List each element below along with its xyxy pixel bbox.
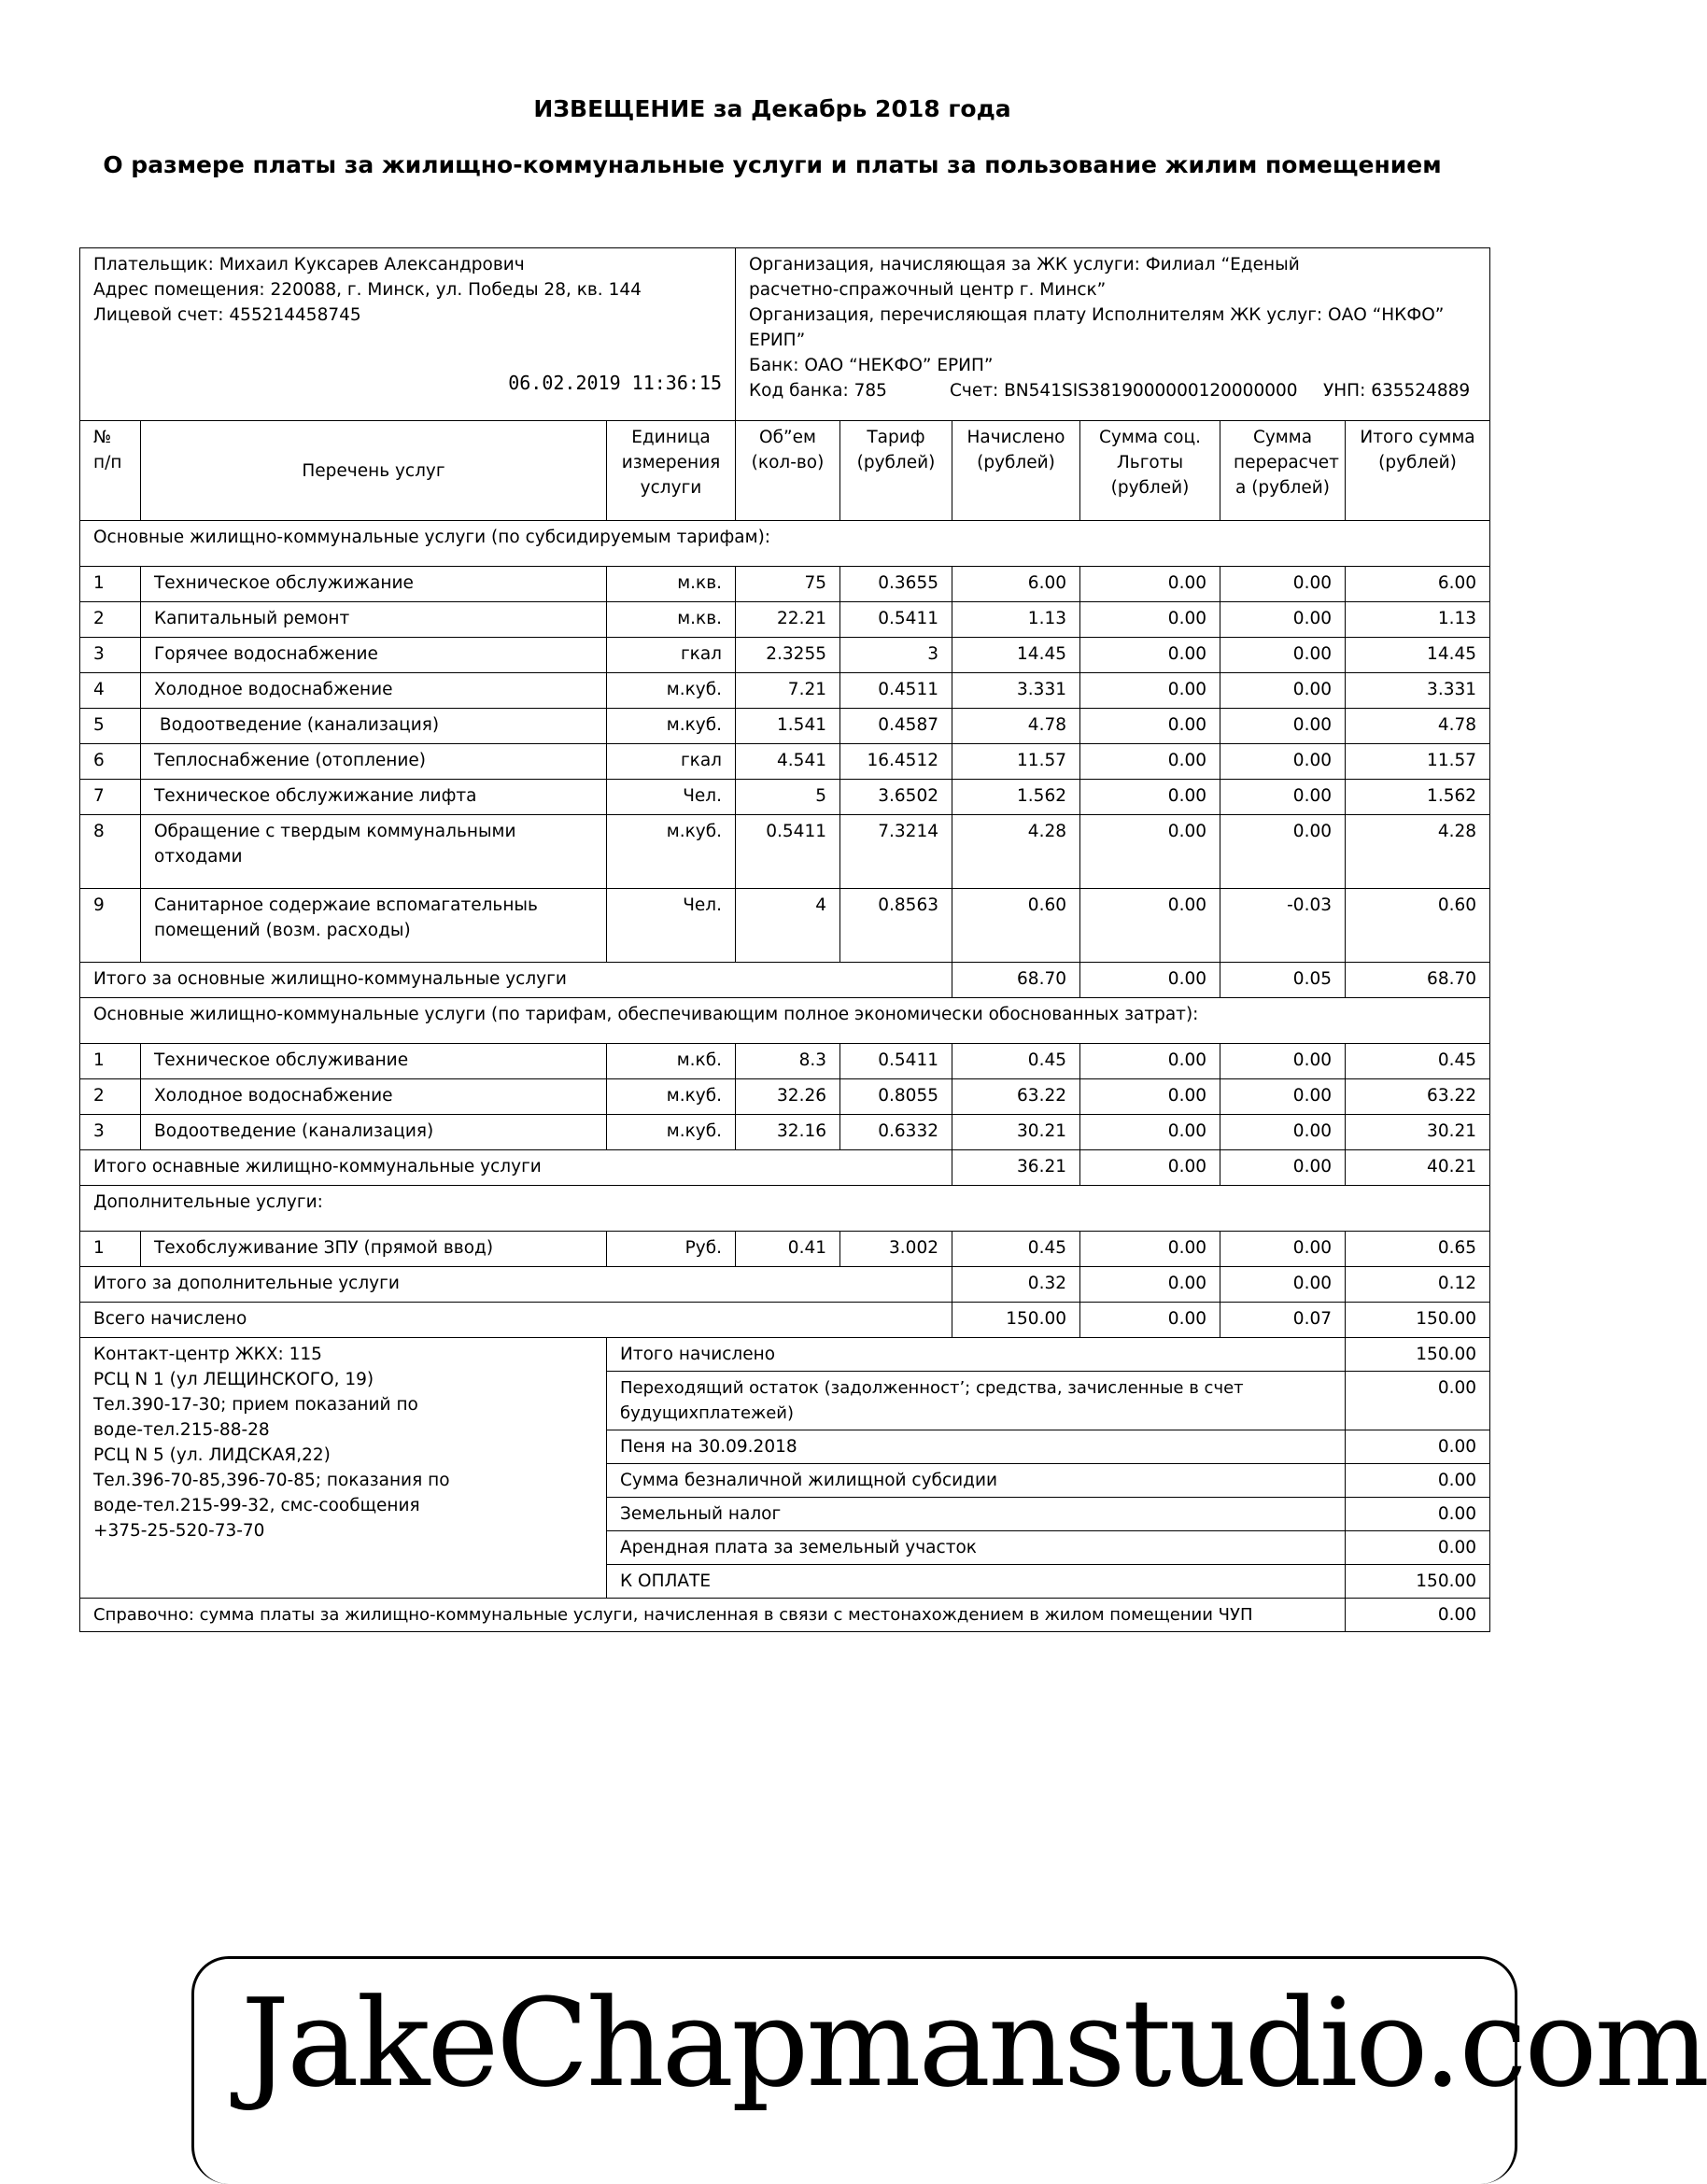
row-benefit: 0.00 bbox=[1080, 815, 1220, 889]
contact-line: воде-тел.215-88-28 bbox=[93, 1420, 270, 1440]
row-volume: 0.41 bbox=[736, 1232, 840, 1267]
row-benefit: 0.00 bbox=[1080, 1115, 1220, 1150]
contact-line: РСЦ N 1 (ул ЛЕЩИНСКОГО, 19) bbox=[93, 1370, 374, 1389]
row-benefit: 0.00 bbox=[1080, 1044, 1220, 1079]
row-unit: м.куб. bbox=[607, 673, 736, 709]
row-service: Водоотведение (канализация) bbox=[141, 1115, 607, 1150]
row-total: 0.65 bbox=[1346, 1232, 1490, 1267]
subtotal-label: Итого за дополнительные услуги bbox=[80, 1267, 952, 1303]
row-num: 1 bbox=[80, 567, 141, 602]
row-unit: м.куб. bbox=[607, 1079, 736, 1115]
org-line-4: Банк: ОАО “НЕКФО” ЕРИП” bbox=[749, 356, 994, 375]
payer-address: Адрес помещения: 220088, г. Минск, ул. Победы 28, кв. 144 bbox=[93, 280, 642, 300]
row-tariff: 0.4511 bbox=[840, 673, 952, 709]
page-subtitle: О размере платы за жилищно-коммунальные услуги и платы за пользование жилим помещением bbox=[103, 151, 1442, 178]
grand-total-charged: 150.00 bbox=[952, 1303, 1080, 1338]
row-charged: 3.331 bbox=[952, 673, 1080, 709]
section-title: Основные жилищно-коммунальные услуги (по субсидируемым тарифам): bbox=[80, 521, 1490, 567]
subtotal-charged: 0.32 bbox=[952, 1267, 1080, 1303]
row-num: 1 bbox=[80, 1232, 141, 1267]
organization-block bbox=[736, 248, 1490, 421]
row-tariff: 3 bbox=[840, 638, 952, 673]
row-unit: м.куб. bbox=[607, 709, 736, 744]
row-volume: 0.5411 bbox=[736, 815, 840, 889]
contact-line: РСЦ N 5 (ул. ЛИДСКАЯ,22) bbox=[93, 1445, 331, 1465]
col-volume: Об”ем (кол-во) bbox=[736, 421, 840, 521]
row-unit: Чел. bbox=[607, 889, 736, 963]
amount-due-value: 150.00 bbox=[1346, 1565, 1490, 1599]
row-recalc: 0.00 bbox=[1220, 567, 1346, 602]
row-total: 30.21 bbox=[1346, 1115, 1490, 1150]
row-benefit: 0.00 bbox=[1080, 567, 1220, 602]
reference-value: 0.00 bbox=[1346, 1599, 1490, 1632]
row-charged: 6.00 bbox=[952, 567, 1080, 602]
row-num: 2 bbox=[80, 602, 141, 638]
org-line-3: Организация, перечисляющая плату Исполнителям ЖК услуг: ОАО “НКФО” ЕРИП” bbox=[749, 305, 1445, 350]
summary-label: Сумма безналичной жилищной субсидии bbox=[607, 1464, 1346, 1498]
watermark-text: JakeChapmanstudio.com bbox=[241, 1972, 1707, 2114]
row-total: 1.13 bbox=[1346, 602, 1490, 638]
row-unit: м.куб. bbox=[607, 815, 736, 889]
row-num: 7 bbox=[80, 780, 141, 815]
amount-due-label: К ОПЛАТЕ bbox=[607, 1565, 1346, 1599]
row-benefit: 0.00 bbox=[1080, 1079, 1220, 1115]
row-benefit: 0.00 bbox=[1080, 1232, 1220, 1267]
row-recalc: 0.00 bbox=[1220, 1079, 1346, 1115]
row-tariff: 7.3214 bbox=[840, 815, 952, 889]
row-tariff: 0.4587 bbox=[840, 709, 952, 744]
row-tariff: 3.002 bbox=[840, 1232, 952, 1267]
row-volume: 1.541 bbox=[736, 709, 840, 744]
row-total: 1.562 bbox=[1346, 780, 1490, 815]
col-recalc: Сумма перерасчет а (рублей) bbox=[1220, 421, 1346, 521]
row-total: 0.60 bbox=[1346, 889, 1490, 963]
row-benefit: 0.00 bbox=[1080, 709, 1220, 744]
row-unit: м.кв. bbox=[607, 602, 736, 638]
row-recalc: 0.00 bbox=[1220, 1232, 1346, 1267]
col-tariff: Тариф (рублей) bbox=[840, 421, 952, 521]
row-num: 2 bbox=[80, 1079, 141, 1115]
row-total: 4.78 bbox=[1346, 709, 1490, 744]
subtotal-benefit: 0.00 bbox=[1080, 1150, 1220, 1186]
row-benefit: 0.00 bbox=[1080, 673, 1220, 709]
row-unit: Руб. bbox=[607, 1232, 736, 1267]
row-tariff: 0.5411 bbox=[840, 602, 952, 638]
table-row bbox=[80, 1232, 1490, 1267]
row-volume: 5 bbox=[736, 780, 840, 815]
row-tariff: 3.6502 bbox=[840, 780, 952, 815]
summary-value: 0.00 bbox=[1346, 1498, 1490, 1531]
subtotal-charged: 68.70 bbox=[952, 963, 1080, 998]
row-total: 14.45 bbox=[1346, 638, 1490, 673]
subtotal-row bbox=[80, 963, 1490, 998]
col-num: № п/п bbox=[80, 421, 141, 521]
row-charged: 63.22 bbox=[952, 1079, 1080, 1115]
row-tariff: 0.8055 bbox=[840, 1079, 952, 1115]
table-row bbox=[80, 1044, 1490, 1079]
row-benefit: 0.00 bbox=[1080, 602, 1220, 638]
row-volume: 8.3 bbox=[736, 1044, 840, 1079]
row-charged: 4.28 bbox=[952, 815, 1080, 889]
row-tariff: 0.8563 bbox=[840, 889, 952, 963]
watermark bbox=[191, 1956, 1707, 2184]
summary-value: 0.00 bbox=[1346, 1372, 1490, 1430]
row-service: Горячее водоснабжение bbox=[141, 638, 607, 673]
row-volume: 4.541 bbox=[736, 744, 840, 780]
table-row bbox=[80, 673, 1490, 709]
row-recalc: 0.00 bbox=[1220, 744, 1346, 780]
grand-total-row bbox=[80, 1303, 1490, 1338]
summary-label: Земельный налог bbox=[607, 1498, 1346, 1531]
row-charged: 30.21 bbox=[952, 1115, 1080, 1150]
subtotal-total: 68.70 bbox=[1346, 963, 1490, 998]
page-title: ИЗВЕЩЕНИЕ за Декабрь 2018 года bbox=[533, 95, 1011, 122]
summary-value: 0.00 bbox=[1346, 1464, 1490, 1498]
row-charged: 14.45 bbox=[952, 638, 1080, 673]
row-tariff: 0.3655 bbox=[840, 567, 952, 602]
row-service: Капитальный ремонт bbox=[141, 602, 607, 638]
summary-value: 150.00 bbox=[1346, 1338, 1490, 1372]
section-title: Основные жилищно-коммунальные услуги (по тарифам, обеспечивающим полное экономически обоснованных затрат): bbox=[80, 998, 1490, 1044]
summary-label: Арендная плата за земельный участок bbox=[607, 1531, 1346, 1565]
subtotal-label: Итого за основные жилищно-коммунальные услуги bbox=[80, 963, 952, 998]
contacts-block bbox=[80, 1338, 607, 1599]
column-headers bbox=[80, 421, 1490, 521]
row-service: Холодное водоснабжение bbox=[141, 1079, 607, 1115]
row-benefit: 0.00 bbox=[1080, 744, 1220, 780]
row-charged: 0.45 bbox=[952, 1232, 1080, 1267]
summary-value: 0.00 bbox=[1346, 1531, 1490, 1565]
row-num: 8 bbox=[80, 815, 141, 889]
row-service: Техническое обслужижание bbox=[141, 567, 607, 602]
summary-label: Итого начислено bbox=[607, 1338, 1346, 1372]
reference-label: Справочно: сумма платы за жилищно-коммунальные услуги, начисленная в связи с местонахождением в жилом помещении ЧУП bbox=[80, 1599, 1346, 1632]
subtotal-benefit: 0.00 bbox=[1080, 1267, 1220, 1303]
bank-code: Код банка: 785 bbox=[749, 381, 887, 401]
summary-label: Пеня на 30.09.2018 bbox=[607, 1430, 1346, 1464]
row-num: 6 bbox=[80, 744, 141, 780]
table-row bbox=[80, 709, 1490, 744]
col-service: Перечень услуг bbox=[141, 421, 607, 521]
subtotal-benefit: 0.00 bbox=[1080, 963, 1220, 998]
subtotal-row bbox=[80, 1150, 1490, 1186]
row-service: Водоотведение (канализация) bbox=[141, 709, 607, 744]
row-charged: 11.57 bbox=[952, 744, 1080, 780]
payer-block bbox=[80, 248, 736, 421]
table-row bbox=[80, 1115, 1490, 1150]
bank-account: Счет: BN541SIS3819000000120000000 bbox=[950, 381, 1298, 401]
payer-name: Плательщик: Михаил Куксарев Александрович bbox=[93, 255, 525, 275]
date-stamp: 06.02.2019 11:36:15 bbox=[508, 372, 722, 394]
row-total: 11.57 bbox=[1346, 744, 1490, 780]
grand-total-recalc: 0.07 bbox=[1220, 1303, 1346, 1338]
row-charged: 4.78 bbox=[952, 709, 1080, 744]
col-total: Итого сумма (рублей) bbox=[1346, 421, 1490, 521]
row-total: 63.22 bbox=[1346, 1079, 1490, 1115]
subtotal-recalc: 0.05 bbox=[1220, 963, 1346, 998]
row-charged: 0.45 bbox=[952, 1044, 1080, 1079]
row-service: Техническое обслужижание лифта bbox=[141, 780, 607, 815]
table-row bbox=[80, 889, 1490, 963]
contact-line: воде-тел.215-99-32, смс-сообщения bbox=[93, 1496, 420, 1515]
row-recalc: -0.03 bbox=[1220, 889, 1346, 963]
table-row bbox=[80, 567, 1490, 602]
row-total: 0.45 bbox=[1346, 1044, 1490, 1079]
contact-line: +375-25-520-73-70 bbox=[93, 1521, 265, 1541]
grand-total-total: 150.00 bbox=[1346, 1303, 1490, 1338]
subtotal-total: 40.21 bbox=[1346, 1150, 1490, 1186]
row-tariff: 16.4512 bbox=[840, 744, 952, 780]
col-benefit: Сумма соц. Льготы (рублей) bbox=[1080, 421, 1220, 521]
row-unit: Чел. bbox=[607, 780, 736, 815]
table-row bbox=[80, 744, 1490, 780]
subtotal-label: Итого оснавные жилищно-коммунальные услуги bbox=[80, 1150, 952, 1186]
row-service: Холодное водоснабжение bbox=[141, 673, 607, 709]
row-tariff: 0.5411 bbox=[840, 1044, 952, 1079]
row-benefit: 0.00 bbox=[1080, 889, 1220, 963]
row-total: 4.28 bbox=[1346, 815, 1490, 889]
row-recalc: 0.00 bbox=[1220, 815, 1346, 889]
contact-line: Тел.396-70-85,396-70-85; показания по bbox=[93, 1471, 450, 1490]
payer-account: Лицевой счет: 455214458745 bbox=[93, 305, 361, 325]
row-volume: 2.3255 bbox=[736, 638, 840, 673]
table-row bbox=[80, 780, 1490, 815]
subtotal-row bbox=[80, 1267, 1490, 1303]
summary-row bbox=[80, 1338, 1490, 1372]
row-benefit: 0.00 bbox=[1080, 638, 1220, 673]
col-unit: Единица измерения услуги bbox=[607, 421, 736, 521]
row-volume: 7.21 bbox=[736, 673, 840, 709]
org-line-1: Организация, начисляющая за ЖК услуги: Филиал “Еденый bbox=[749, 255, 1300, 275]
row-recalc: 0.00 bbox=[1220, 638, 1346, 673]
table-row bbox=[80, 815, 1490, 889]
row-volume: 32.16 bbox=[736, 1115, 840, 1150]
row-service: Санитарное содержаие вспомагательныь помещений (возм. расходы) bbox=[141, 889, 607, 963]
invoice-table bbox=[79, 247, 1490, 1632]
row-num: 3 bbox=[80, 1115, 141, 1150]
row-charged: 0.60 bbox=[952, 889, 1080, 963]
row-total: 6.00 bbox=[1346, 567, 1490, 602]
row-volume: 4 bbox=[736, 889, 840, 963]
subtotal-recalc: 0.00 bbox=[1220, 1150, 1346, 1186]
org-line-2: расчетно-спражочный центр г. Минск” bbox=[749, 280, 1107, 300]
row-recalc: 0.00 bbox=[1220, 1044, 1346, 1079]
row-service: Техническое обслуживание bbox=[141, 1044, 607, 1079]
table-row bbox=[80, 1079, 1490, 1115]
row-service: Теплоснабжение (отопление) bbox=[141, 744, 607, 780]
row-tariff: 0.6332 bbox=[840, 1115, 952, 1150]
contact-line: Контакт-центр ЖКХ: 115 bbox=[93, 1345, 322, 1364]
row-unit: гкал bbox=[607, 638, 736, 673]
row-unit: м.куб. bbox=[607, 1115, 736, 1150]
bank-details bbox=[749, 378, 1476, 403]
row-recalc: 0.00 bbox=[1220, 602, 1346, 638]
summary-value: 0.00 bbox=[1346, 1430, 1490, 1464]
row-volume: 22.21 bbox=[736, 602, 840, 638]
row-num: 5 bbox=[80, 709, 141, 744]
reference-row bbox=[80, 1599, 1490, 1632]
row-num: 3 bbox=[80, 638, 141, 673]
row-benefit: 0.00 bbox=[1080, 780, 1220, 815]
section-title: Дополнительные услуги: bbox=[80, 1186, 1490, 1232]
row-num: 4 bbox=[80, 673, 141, 709]
grand-total-benefit: 0.00 bbox=[1080, 1303, 1220, 1338]
row-charged: 1.562 bbox=[952, 780, 1080, 815]
summary-label: Переходящий остаток (задолженност’; средства, зачисленные в счет будущихплатежей) bbox=[607, 1372, 1346, 1430]
table-row bbox=[80, 602, 1490, 638]
row-charged: 1.13 bbox=[952, 602, 1080, 638]
row-num: 1 bbox=[80, 1044, 141, 1079]
subtotal-total: 0.12 bbox=[1346, 1267, 1490, 1303]
row-recalc: 0.00 bbox=[1220, 780, 1346, 815]
subtotal-charged: 36.21 bbox=[952, 1150, 1080, 1186]
row-total: 3.331 bbox=[1346, 673, 1490, 709]
row-recalc: 0.00 bbox=[1220, 673, 1346, 709]
grand-total-label: Всего начислено bbox=[80, 1303, 952, 1338]
row-service: Техобслуживание ЗПУ (прямой ввод) bbox=[141, 1232, 607, 1267]
row-num: 9 bbox=[80, 889, 141, 963]
contact-line: Тел.390-17-30; прием показаний по bbox=[93, 1395, 418, 1415]
col-charged: Начислено (рублей) bbox=[952, 421, 1080, 521]
row-recalc: 0.00 bbox=[1220, 709, 1346, 744]
row-recalc: 0.00 bbox=[1220, 1115, 1346, 1150]
subtotal-recalc: 0.00 bbox=[1220, 1267, 1346, 1303]
unp: УНП: 635524889 bbox=[1323, 381, 1471, 401]
row-unit: гкал bbox=[607, 744, 736, 780]
row-unit: м.кв. bbox=[607, 567, 736, 602]
row-service: Обращение с твердым коммунальными отходами bbox=[141, 815, 607, 889]
table-row bbox=[80, 638, 1490, 673]
row-volume: 32.26 bbox=[736, 1079, 840, 1115]
row-unit: м.кб. bbox=[607, 1044, 736, 1079]
row-volume: 75 bbox=[736, 567, 840, 602]
